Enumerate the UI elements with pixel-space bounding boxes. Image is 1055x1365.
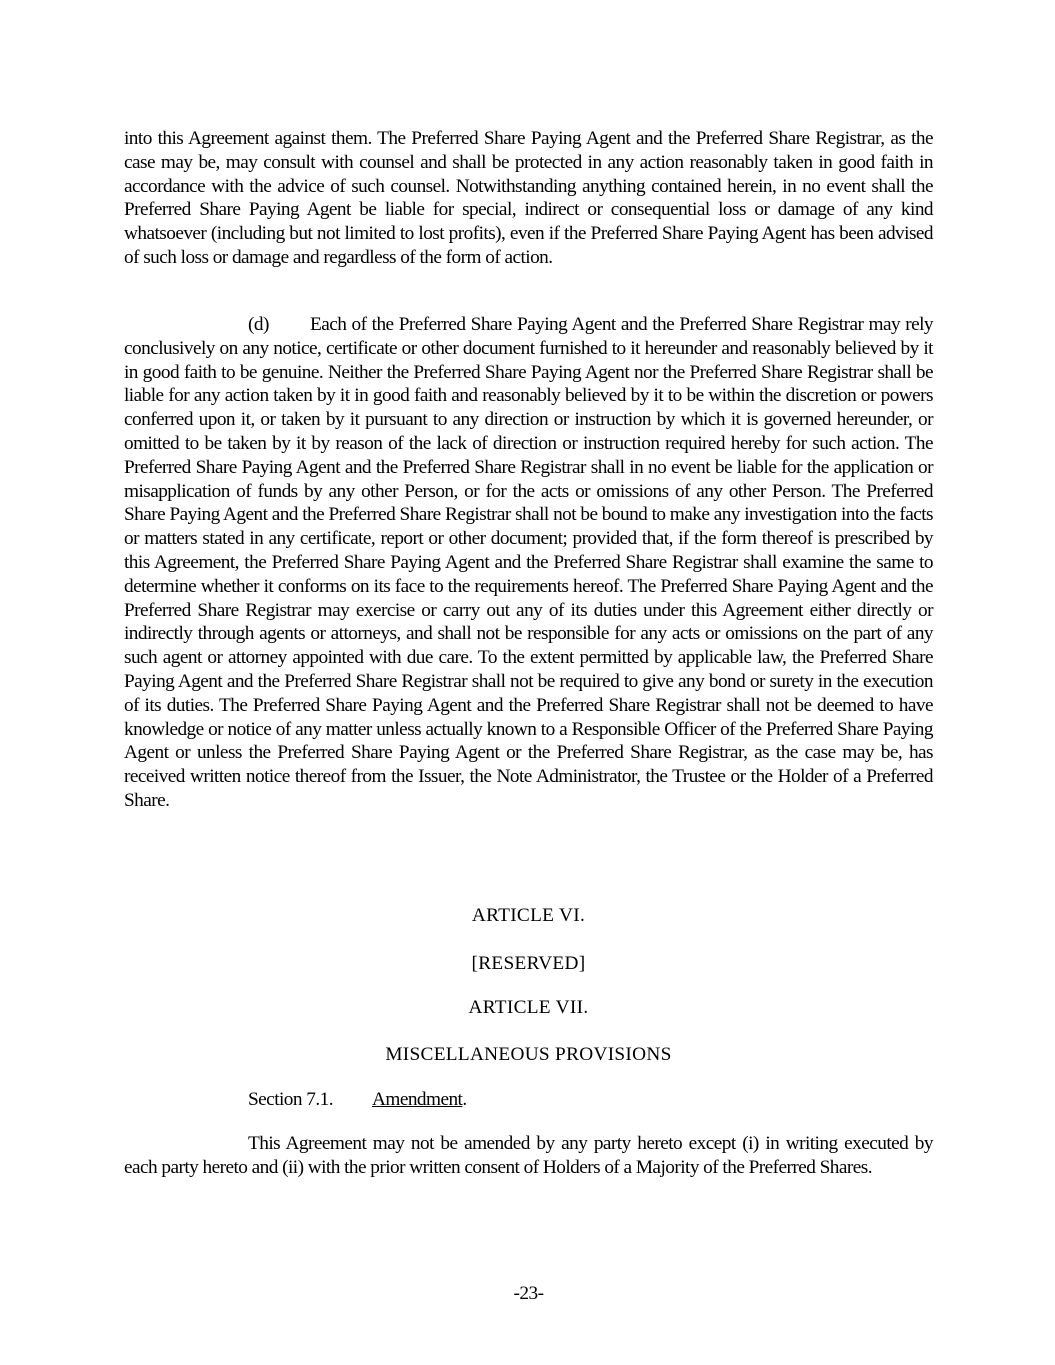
paragraph-continuation: into this Agreement against them. The Preferred Share Paying Agent and the Preferred Share Registrar, as the case may be, may consult with counsel and shall be protected in any action reasonably taken in good faith in accordance with the advice of such counsel. Notwithstanding anything contained herein, in no event shall the Preferred Share Paying Agent be liable for special, indirect or consequential loss or damage of any kind whatsoever (including but not limited to lost profits), even if the Preferred Share Paying Agent has been advised of such loss or damage and regardless of the form of action. [124, 128, 933, 268]
article-heading: ARTICLE VI. [471, 905, 586, 926]
page-number: -23- [513, 1283, 544, 1304]
section-heading [248, 1088, 467, 1112]
section-title-period: . [462, 1089, 467, 1110]
paragraph-subsection-d [124, 313, 933, 813]
section-number: Section 7.1. [248, 1089, 333, 1110]
subsection-label: (d) [248, 314, 269, 335]
paragraph-amendment: This Agreement may not be amended by any party hereto except (i) in writing executed by each party hereto and (ii) with the prior written consent of Holders of a Majority of the Preferred Shares. [124, 1133, 933, 1178]
article-title: MISCELLANEOUS PROVISIONS [385, 1044, 672, 1065]
subsection-text: Each of the Preferred Share Paying Agent and the Preferred Share Registrar may rely conclusively on any notice, certificate or other document furnished to it hereunder and reasonably believed by it in good faith to be genuine. Neither the Preferred Share Paying Agent nor the Preferred Share Registrar shall be liable for any action taken by it in good faith and reasonably believed by it to be within the discretion or powers conferred upon it, or taken by it pursuant to any direction or instruction by which it is governed hereunder, or omitted to be taken by it by reason of the lack of direction or instruction required hereby for such action. The Preferred Share Paying Agent and the Preferred Share Registrar shall in no event be liable for the application or misapplication of funds by any other Person, or for the acts or omissions of any other Person. The Preferred Share Paying Agent and the Preferred Share Registrar shall not be bound to make any investigation into the facts or matters stated in any certificate, report or other document; provided that, if the form thereof is prescribed by this Agreement, the Preferred Share Paying Agent and the Preferred Share Registrar shall examine the same to determine whether it conforms on its face to the requirements hereof. The Preferred Share Paying Agent and the Preferred Share Registrar may exercise or carry out any of its duties under this Agreement either directly or indirectly through agents or attorneys, and shall not be responsible for any acts or omissions on the part of any such agent or attorney appointed with due care. To the extent permitted by applicable law, the Preferred Share Paying Agent and the Preferred Share Registrar shall not be required to give any bond or surety in the execution of its duties. The Preferred Share Paying Agent and the Preferred Share Registrar shall not be deemed to have knowledge or notice of any matter unless actually known to a Responsible Officer of the Preferred Share Paying Agent or unless the Preferred Share Paying Agent or the Preferred Share Registrar, as the case may be, has received written notice thereof from the Issuer, the Note Administrator, the Trustee or the Holder of a Preferred Share. [124, 314, 933, 811]
section-title: Amendment [372, 1089, 463, 1110]
article-title: [RESERVED] [471, 953, 586, 974]
article-heading: ARTICLE VII. [468, 997, 589, 1018]
